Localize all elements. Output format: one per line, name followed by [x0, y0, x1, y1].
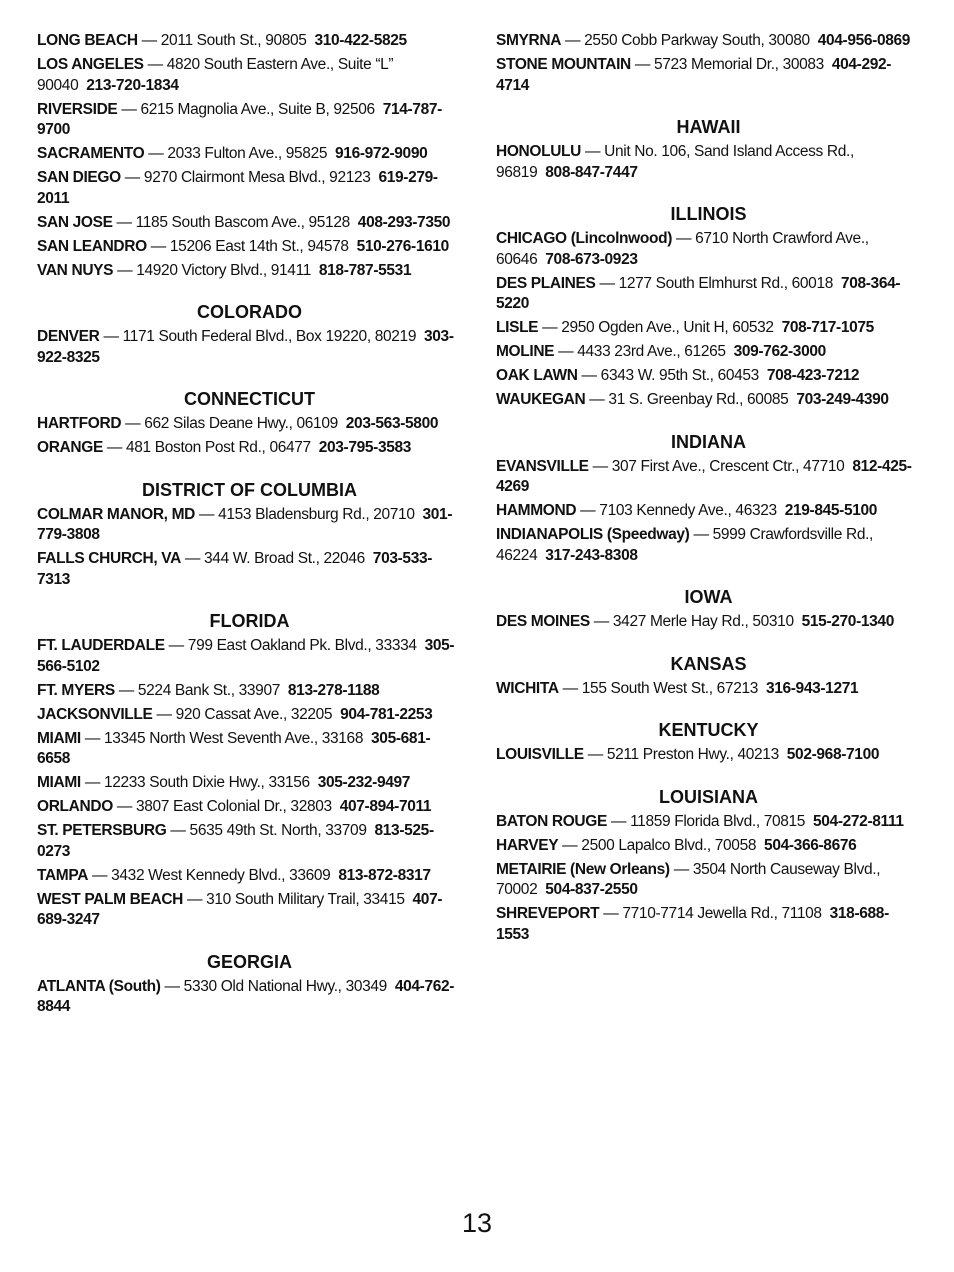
store-phone: 813-525-0273 — [37, 822, 434, 860]
dash-separator: — — [112, 213, 136, 231]
store-entry — [496, 745, 921, 766]
store-address: Unit No. 106, Sand Island Access Rd., 96819 — [496, 143, 854, 181]
store-city: STONE MOUNTAIN — [496, 56, 631, 73]
store-phone: 407-894-7011 — [339, 798, 432, 815]
store-entry — [37, 237, 462, 258]
store-entry — [496, 860, 921, 901]
store-entry — [496, 501, 921, 522]
store-city: HAMMOND — [496, 502, 577, 519]
store-entry — [496, 679, 921, 700]
store-phone: 404-762-8844 — [37, 977, 455, 1015]
store-entry — [37, 681, 462, 702]
store-entry — [496, 457, 921, 498]
store-entry — [496, 525, 921, 566]
page-number: 13 — [461, 1208, 493, 1238]
state-heading-georgia: GEORGIA — [206, 951, 292, 972]
store-phone: 407-689-3247 — [37, 890, 443, 928]
store-phone: 808-847-7447 — [545, 163, 638, 181]
store-phone: 404-292-4714 — [496, 56, 892, 94]
store-city: WAUKEGAN — [496, 391, 586, 408]
store-entry — [37, 797, 462, 818]
dash-separator: — — [195, 505, 219, 523]
store-city: RIVERSIDE — [37, 100, 118, 118]
store-phone: 203-795-3583 — [318, 439, 412, 456]
store-entry — [37, 55, 462, 96]
store-address: 7710-7714 Jewella Rd., 71108 — [622, 905, 822, 922]
store-city: TAMPA — [37, 866, 89, 884]
store-entry — [496, 229, 921, 270]
store-entry — [496, 342, 921, 363]
store-phone: 708-364-5220 — [496, 274, 901, 312]
store-entry — [496, 274, 921, 315]
store-entry — [37, 168, 462, 209]
store-address: 307 First Ave., Crescent Ctr., 47710 — [611, 457, 845, 475]
store-entry — [496, 812, 921, 833]
store-address: 4153 Bladensburg Rd., 20710 — [218, 505, 415, 523]
store-address: 3427 Merle Hay Rd., 50310 — [612, 613, 794, 630]
dash-separator: — — [689, 526, 713, 543]
store-city: DENVER — [37, 328, 100, 345]
store-address: 5635 49th St. North, 33709 — [189, 822, 367, 839]
store-address: 12233 South Dixie Hwy., 33156 — [103, 774, 310, 791]
dash-separator: — — [558, 836, 582, 854]
store-entry — [496, 142, 921, 183]
store-city: HARVEY — [496, 836, 559, 854]
dash-separator: — — [558, 679, 582, 697]
dash-separator: — — [577, 367, 601, 384]
store-entry — [37, 636, 462, 677]
store-entry — [37, 261, 462, 282]
store-entry — [37, 144, 462, 165]
store-entry — [496, 836, 921, 857]
store-phone: 703-249-4390 — [796, 391, 889, 408]
store-city: MOLINE — [496, 343, 555, 360]
store-phone: 404-956-0869 — [817, 32, 911, 49]
store-city: LISLE — [496, 319, 539, 336]
store-phone: 619-279-2011 — [37, 169, 438, 207]
store-city: FT. MYERS — [37, 681, 115, 699]
store-entry — [37, 890, 462, 931]
store-city: HARTFORD — [37, 415, 122, 432]
store-entry — [37, 31, 462, 52]
store-entry — [37, 977, 462, 1018]
store-phone: 502-968-7100 — [786, 746, 880, 763]
dash-separator: — — [152, 705, 176, 723]
store-phone: 203-563-5800 — [345, 415, 439, 432]
store-phone: 219-845-5100 — [784, 502, 878, 519]
store-city: DES MOINES — [496, 613, 590, 630]
store-city: LOS ANGELES — [37, 56, 144, 73]
store-city: MIAMI — [37, 774, 81, 791]
store-phone: 318-688-1553 — [496, 905, 889, 943]
dash-separator: — — [606, 812, 631, 830]
store-entry — [37, 414, 462, 435]
dash-separator: — — [630, 56, 654, 73]
store-address: 3432 West Kennedy Blvd., 33609 — [111, 866, 331, 884]
store-phone: 813-872-8317 — [338, 866, 431, 884]
store-city: HONOLULU — [496, 143, 582, 160]
store-phone: 504-366-8676 — [764, 836, 857, 854]
store-city: ORLANDO — [37, 798, 113, 815]
dash-separator: — — [160, 977, 184, 995]
dash-separator: — — [672, 230, 696, 247]
store-entry — [37, 438, 462, 459]
store-city: EVANSVILLE — [496, 457, 589, 475]
store-entry — [37, 729, 462, 770]
dash-separator: — — [589, 613, 613, 630]
store-address: 9270 Clairmont Mesa Blvd., 92123 — [143, 169, 371, 186]
left-column — [37, 31, 462, 1021]
store-entry — [496, 318, 921, 339]
state-heading-hawaii: HAWAII — [676, 117, 741, 137]
store-city: SAN LEANDRO — [37, 237, 147, 255]
store-city: ATLANTA (South) — [37, 977, 161, 995]
store-address: 799 East Oakland Pk. Blvd., 33334 — [187, 637, 417, 654]
store-entry — [37, 821, 462, 862]
store-address: 662 Silas Deane Hwy., 06109 — [144, 415, 338, 432]
store-address: 31 S. Greenbay Rd., 60085 — [608, 391, 789, 408]
store-city: SHREVEPORT — [496, 905, 600, 922]
store-entry — [37, 773, 462, 794]
store-city: LOUISVILLE — [496, 746, 584, 763]
store-address: 1277 South Elmhurst Rd., 60018 — [618, 274, 833, 292]
store-phone: 813-278-1188 — [287, 681, 380, 699]
dash-separator: — — [80, 774, 104, 791]
store-phone: 904-781-2253 — [340, 705, 433, 723]
dash-separator: — — [583, 746, 607, 763]
store-city: BATON ROUGE — [496, 812, 607, 830]
dash-separator: — — [80, 729, 104, 747]
state-heading-kentucky: KENTUCKY — [658, 720, 759, 740]
dash-separator: — — [120, 169, 144, 186]
store-address: 5723 Memorial Dr., 30083 — [653, 56, 824, 73]
store-city: MIAMI — [37, 729, 81, 747]
store-address: 310 South Military Trail, 33415 — [206, 890, 405, 908]
state-heading-district-of-columbia: DISTRICT OF COLUMBIA — [142, 479, 357, 500]
store-address: 7103 Kennedy Ave., 46323 — [599, 502, 777, 519]
dash-separator: — — [102, 439, 127, 456]
store-address: 155 South West St., 67213 — [581, 679, 759, 697]
state-heading-colorado: COLORADO — [197, 302, 302, 322]
dash-separator: — — [561, 32, 585, 49]
store-address: 14920 Victory Blvd., 91411 — [136, 261, 311, 279]
dash-separator: — — [599, 905, 623, 922]
store-address: 11859 Florida Blvd., 70815 — [630, 812, 806, 830]
dash-separator: — — [146, 237, 170, 255]
dash-separator: — — [117, 100, 141, 118]
store-city: FT. LAUDERDALE — [37, 637, 165, 654]
store-phone: 504-837-2550 — [545, 881, 638, 898]
store-phone: 714-787-9700 — [37, 100, 442, 138]
dash-separator: — — [538, 319, 562, 336]
dash-separator: — — [180, 550, 205, 567]
store-entry — [496, 390, 921, 411]
store-phone: 301-779-3808 — [37, 505, 453, 543]
store-phone: 515-270-1340 — [801, 613, 894, 630]
store-city: WEST PALM BEACH — [37, 890, 184, 908]
dash-separator: — — [595, 274, 619, 292]
dash-separator: — — [88, 866, 112, 884]
store-address: 2500 Lapalco Blvd., 70058 — [581, 836, 757, 854]
store-address: 2033 Fulton Ave., 95825 — [167, 145, 328, 162]
store-address: 5999 Crawfordsville Rd., 46224 — [496, 526, 874, 564]
store-address: 481 Boston Post Rd., 06477 — [126, 439, 311, 456]
store-entry — [496, 31, 921, 52]
state-heading-kansas: KANSAS — [670, 653, 747, 674]
store-address: 3504 North Causeway Blvd., 70002 — [496, 860, 881, 898]
store-phone: 305-232-9497 — [317, 774, 411, 791]
dash-separator: — — [164, 637, 188, 654]
store-city: SAN DIEGO — [37, 169, 121, 186]
store-city: VAN NUYS — [37, 261, 114, 279]
store-phone: 305-566-5102 — [37, 637, 455, 675]
store-phone: 303-922-8325 — [37, 328, 454, 366]
store-city: SAN JOSE — [37, 213, 113, 231]
store-address: 6215 Magnolia Ave., Suite B, 92506 — [140, 100, 375, 118]
dash-separator: — — [113, 261, 137, 279]
state-heading-illinois: ILLINOIS — [670, 204, 747, 224]
store-city: LONG BEACH — [37, 32, 138, 49]
dash-separator: — — [144, 145, 168, 162]
dash-separator: — — [585, 391, 609, 408]
dash-separator: — — [137, 32, 161, 49]
store-entry — [37, 327, 462, 368]
dash-separator: — — [669, 860, 693, 878]
store-entry — [37, 866, 462, 887]
store-entry — [37, 549, 462, 590]
store-phone: 708-423-7212 — [766, 367, 860, 384]
store-phone: 408-293-7350 — [357, 213, 451, 231]
store-phone: 703-533-7313 — [37, 550, 433, 588]
store-city: JACKSONVILLE — [37, 705, 153, 723]
store-city: CHICAGO (Lincolnwood) — [496, 230, 673, 247]
dash-separator: — — [114, 681, 138, 699]
store-city: FALLS CHURCH, VA — [37, 550, 181, 567]
dash-separator: — — [554, 343, 578, 360]
store-phone: 317-243-8308 — [545, 546, 638, 564]
dash-separator: — — [183, 890, 207, 908]
store-address: 3807 East Colonial Dr., 32803 — [135, 798, 332, 815]
store-phone: 305-681-6658 — [37, 729, 431, 767]
store-address: 6710 North Crawford Ave., 60646 — [496, 230, 869, 268]
store-address: 5330 Old National Hwy., 30349 — [183, 977, 387, 995]
store-address: 2011 South St., 90805 — [160, 32, 307, 49]
dash-separator: — — [112, 798, 136, 815]
dash-separator: — — [99, 328, 123, 345]
store-entry — [496, 904, 921, 945]
state-heading-louisiana: LOUISIANA — [659, 786, 758, 807]
store-address: 6343 W. 95th St., 60453 — [600, 367, 759, 384]
store-phone: 309-762-3000 — [733, 343, 826, 360]
store-city: COLMAR MANOR, MD — [37, 505, 195, 523]
store-address: 1185 South Bascom Ave., 95128 — [135, 213, 350, 231]
store-address: 13345 North West Seventh Ave., 33168 — [103, 729, 364, 747]
store-phone: 812-425-4269 — [496, 457, 912, 495]
store-city: DES PLAINES — [496, 274, 596, 292]
store-address: 4433 23rd Ave., 61265 — [577, 343, 726, 360]
store-city: INDIANAPOLIS (Speedway) — [496, 526, 690, 543]
store-city: SMYRNA — [496, 32, 562, 49]
store-address: 5224 Bank St., 33907 — [137, 681, 280, 699]
store-phone: 510-276-1610 — [356, 237, 449, 255]
store-address: 5211 Preston Hwy., 40213 — [606, 746, 779, 763]
store-entry — [496, 55, 921, 96]
store-entry — [37, 100, 462, 141]
dash-separator: — — [581, 143, 605, 160]
state-heading-iowa: IOWA — [684, 587, 733, 607]
dash-separator: — — [143, 56, 167, 73]
store-phone: 310-422-5825 — [314, 32, 407, 49]
dash-separator: — — [588, 457, 612, 475]
store-phone: 708-673-0923 — [545, 250, 638, 268]
store-address: 4820 South Eastern Ave., Suite “L” 90040 — [37, 56, 394, 94]
store-address: 2550 Cobb Parkway South, 30080 — [584, 32, 810, 49]
store-phone: 316-943-1271 — [765, 679, 859, 697]
store-entry — [496, 612, 921, 633]
store-phone: 504-272-8111 — [813, 812, 904, 830]
store-city: OAK LAWN — [496, 367, 578, 384]
store-phone: 818-787-5531 — [318, 261, 412, 279]
store-city: WICHITA — [496, 679, 559, 697]
store-entry — [496, 366, 921, 387]
state-heading-florida: FLORIDA — [209, 611, 290, 631]
dash-separator: — — [576, 502, 600, 519]
store-city: SACRAMENTO — [37, 145, 145, 162]
right-column — [496, 31, 921, 949]
store-entry — [37, 213, 462, 234]
store-city: ST. PETERSBURG — [37, 822, 167, 839]
store-phone: 916-972-9090 — [335, 145, 428, 162]
store-phone: 708-717-1075 — [781, 319, 874, 336]
store-phone: 213-720-1834 — [86, 76, 179, 94]
store-address: 344 W. Broad St., 22046 — [204, 550, 365, 567]
state-heading-indiana: INDIANA — [671, 431, 746, 452]
state-heading-connecticut: CONNECTICUT — [184, 389, 315, 409]
store-address: 2950 Ogden Ave., Unit H, 60532 — [561, 319, 774, 336]
store-city: ORANGE — [37, 439, 103, 456]
store-address: 15206 East 14th St., 94578 — [169, 237, 349, 255]
dash-separator: — — [166, 822, 190, 839]
store-address: 1171 South Federal Blvd., Box 19220, 80219 — [122, 328, 417, 345]
store-entry — [37, 505, 462, 546]
store-city: METAIRIE (New Orleans) — [496, 860, 670, 878]
store-address: 920 Cassat Ave., 32205 — [175, 705, 333, 723]
store-entry — [37, 705, 462, 726]
dash-separator: — — [121, 415, 145, 432]
